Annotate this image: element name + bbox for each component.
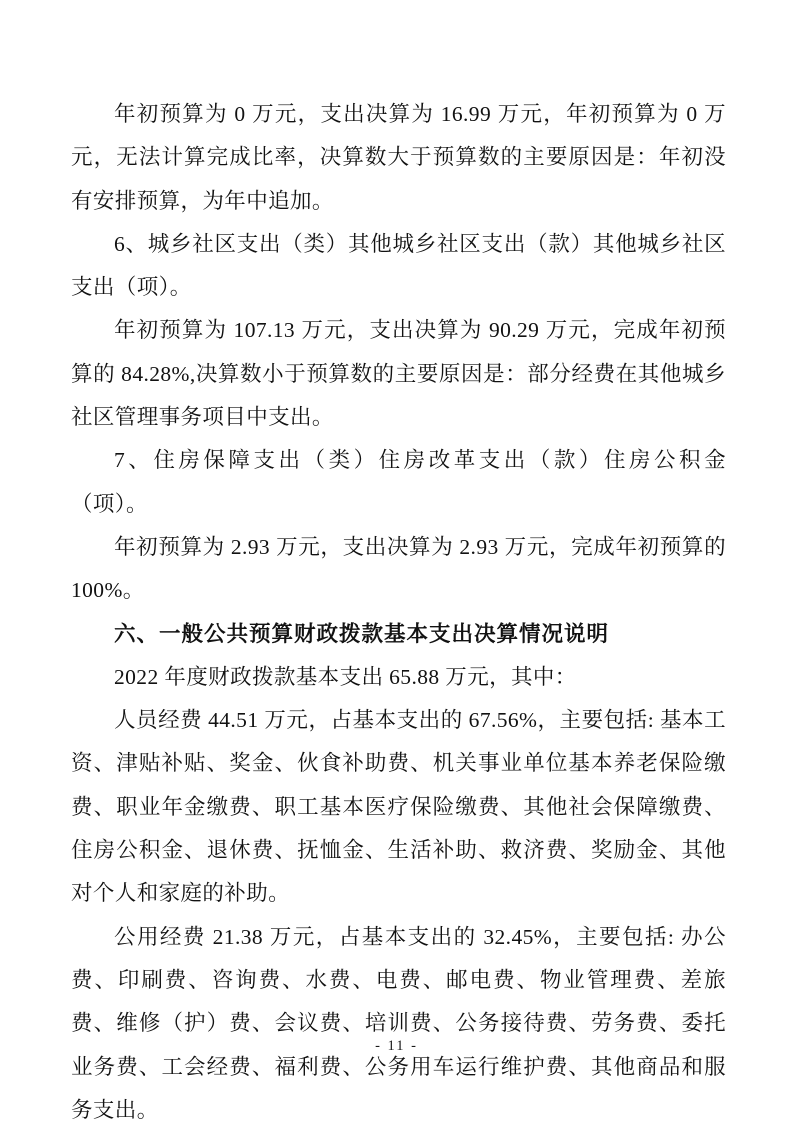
paragraph-item6-budget-explanation: 年初预算为 107.13 万元，支出决算为 90.29 万元，完成年初预算的 84.28%,决算数小于预算数的主要原因是：部分经费在其他城乡社区管理事务项目中支出。 [71, 318, 726, 430]
page-number: - 11 - [375, 1038, 418, 1054]
paragraph-item6-title: 6、城乡社区支出（类）其他城乡社区支出（款）其他城乡社区支出（项）。 [71, 231, 726, 300]
paragraph-basic-expenditure-total: 2022 年度财政拨款基本支出 65.88 万元，其中： [114, 664, 577, 689]
paragraph-public-expenses: 公用经费 21.38 万元，占基本支出的 32.45%，主要包括: 办公费、印刷费、咨询费、水费、电费、邮电费、物业管理费、差旅费、维修（护）费、会议费、培训费、公务接待费、劳务费、委托业务费、工会经费、福利费、公务用车运行维护费、其他商品和服务支出。 [71, 924, 726, 1122]
paragraph-item5-budget-explanation: 年初预算为 0 万元，支出决算为 16.99 万元，年初预算为 0 万元，无法计算完成比率，决算数大于预算数的主要原因是：年初没有安排预算，为年中追加。 [71, 102, 726, 213]
paragraph-item7-budget-explanation: 年初预算为 2.93 万元，支出决算为 2.93 万元，完成年初预算的 100%。 [71, 534, 726, 603]
paragraph-item7-title: 7、住房保障支出（类）住房改革支出（款）住房公积金（项）。 [71, 448, 726, 516]
document-body [71, 93, 726, 1122]
paragraph-personnel-expenses: 人员经费 44.51 万元，占基本支出的 67.56%，主要包括: 基本工资、津贴补贴、奖金、伙食补助费、机关事业单位基本养老保险缴费、职业年金缴费、职工基本医疗保险缴费、其他社会保障缴费、住房公积金、退休费、抚恤金、生活补助、救济费、奖励金、其他对个人和家庭的补助。 [71, 708, 726, 906]
section-heading-basic-expenditure: 六、一般公共预算财政拨款基本支出决算情况说明 [114, 621, 610, 646]
